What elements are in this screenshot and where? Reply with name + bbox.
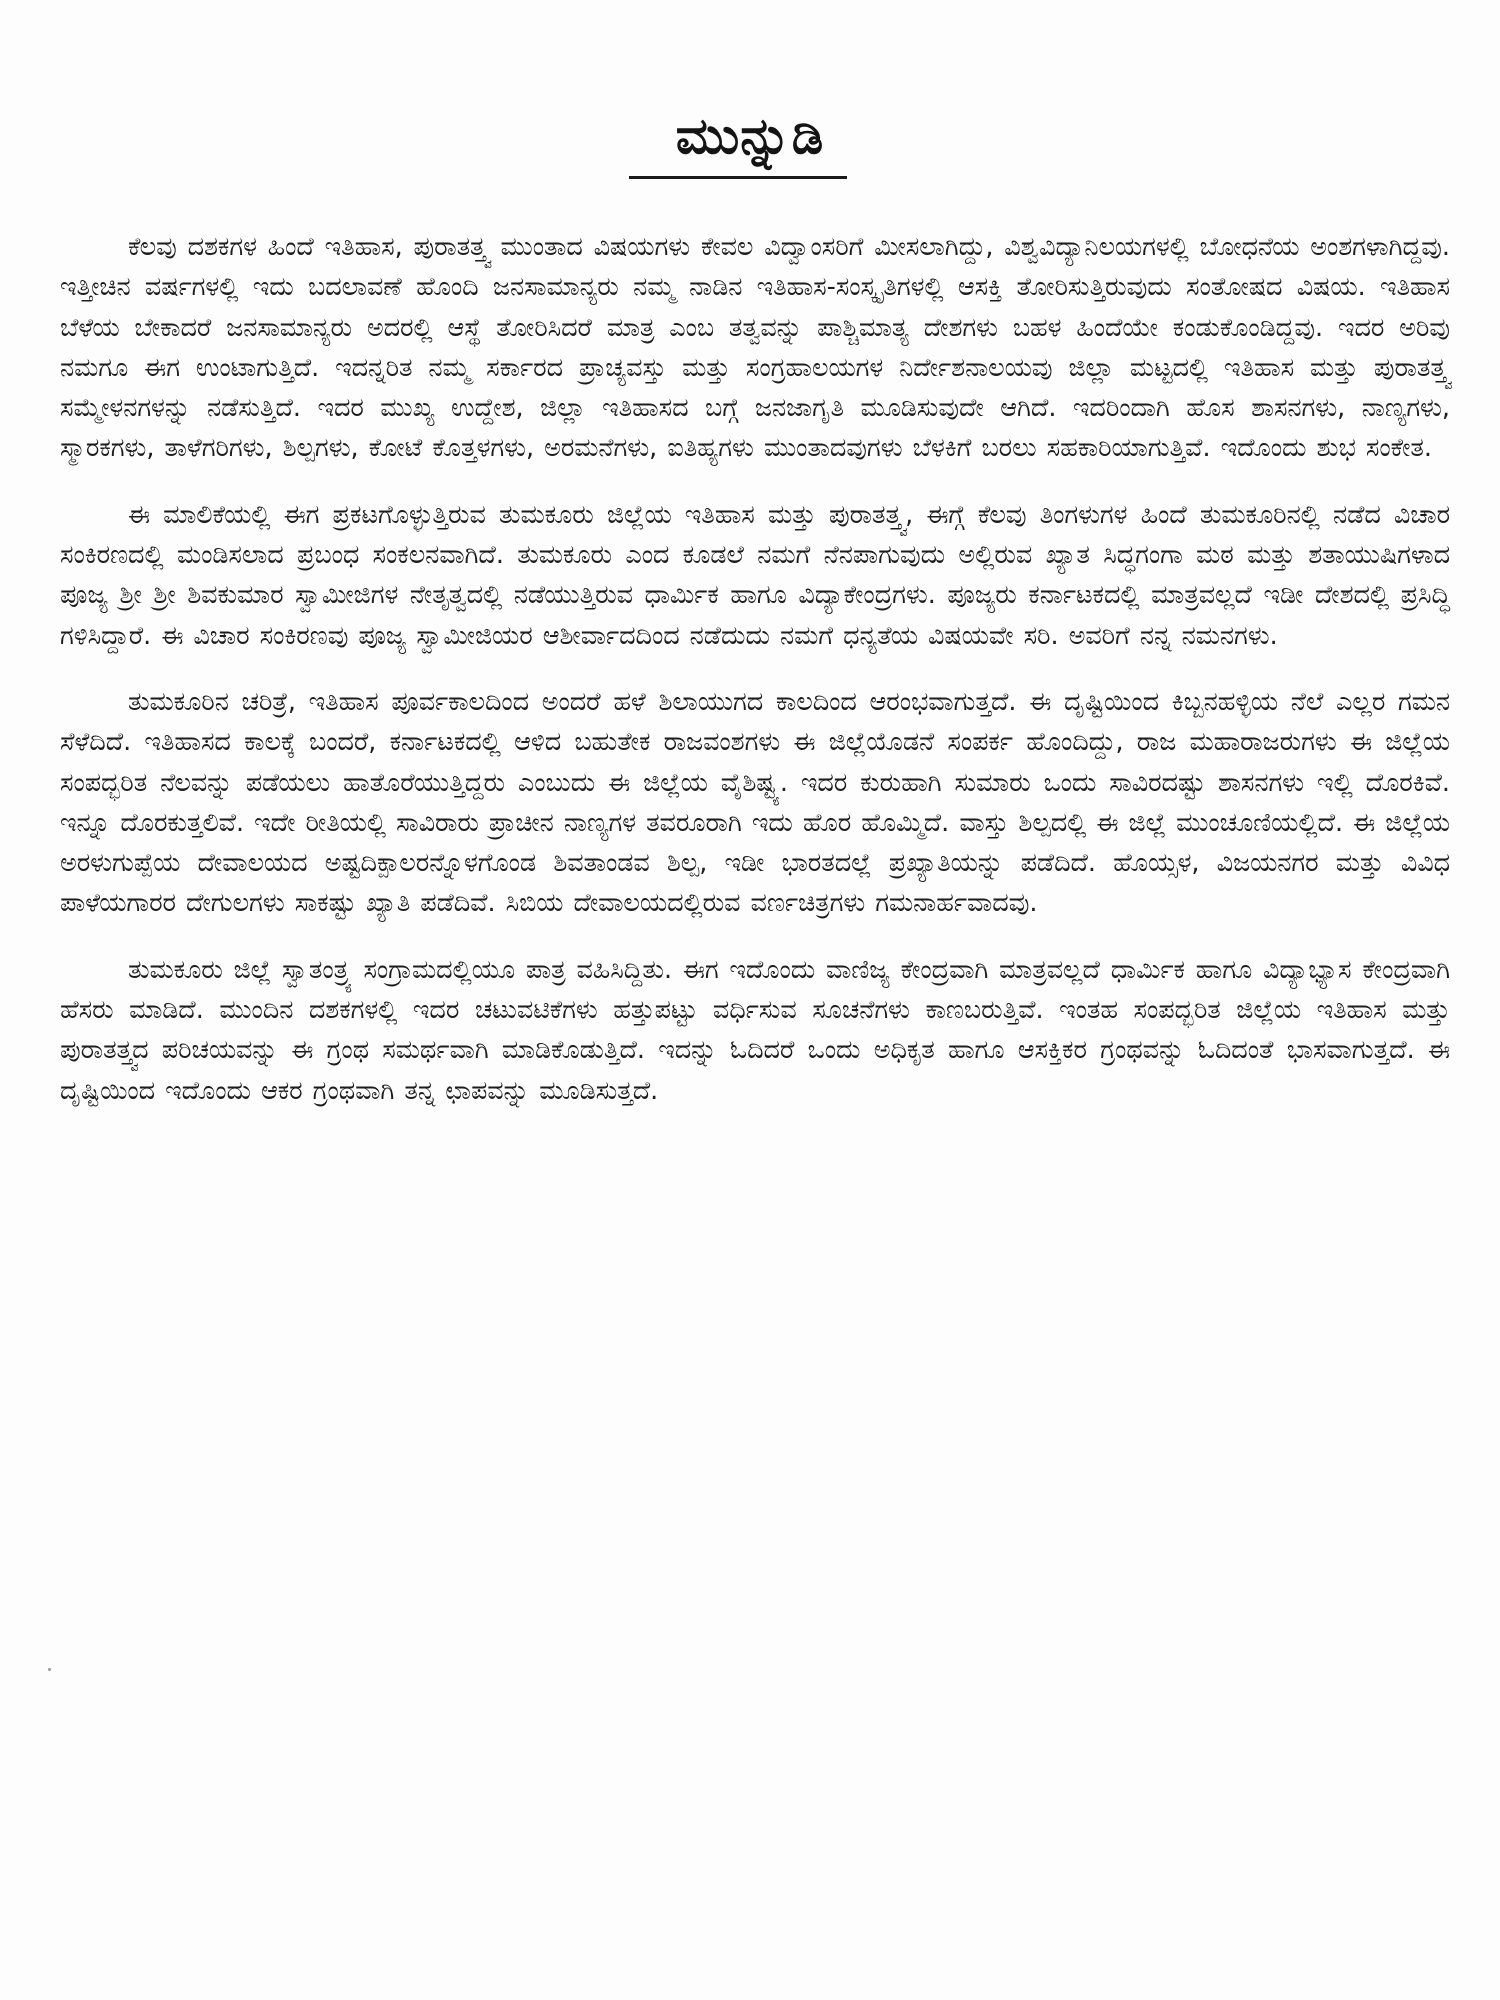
paragraph-1: ಕೆಲವು ದಶಕಗಳ ಹಿಂದೆ ಇತಿಹಾಸ, ಪುರಾತತ್ತ್ವ ಮುಂತಾದ ವಿಷಯಗಳು ಕೇವಲ ವಿದ್ವಾಂಸರಿಗೆ ಮೀಸಲಾಗಿದ್ದು, ವಿಶ್ವವಿದ್ಯಾನಿಲಯಗಳಲ್ಲಿ ಬೋಧನೆಯ ಅಂಶಗಳಾಗಿದ್ದವು. ಇತ್ತೀಚಿನ ವರ್ಷಗಳಲ್ಲಿ ಇದು ಬದಲಾವಣೆ ಹೊಂದಿ ಜನಸಾಮಾನ್ಯರು ನಮ್ಮ ನಾಡಿನ ಇತಿಹಾಸ-ಸಂಸ್ಕೃತಿಗಳಲ್ಲಿ ಆಸಕ್ತಿ ತೋರಿಸುತ್ತಿರುವುದು ಸಂತೋಷದ ವಿಷಯ. ಇತಿಹಾಸ ಬೆಳೆಯ ಬೇಕಾದರೆ ಜನಸಾಮಾನ್ಯರು ಅದರಲ್ಲಿ ಆಸ್ಥೆ ತೋರಿಸಿದರೆ ಮಾತ್ರ ಎಂಬ ತತ್ವವನ್ನು ಪಾಶ್ಚಿಮಾತ್ಯ ದೇಶಗಳು ಬಹಳ ಹಿಂದೆಯೇ ಕಂಡುಕೊಂಡಿದ್ದವು. ಇದರ ಅರಿವು ನಮಗೂ ಈಗ ಉಂಟಾಗುತ್ತಿದೆ. ಇದನ್ನರಿತ ನಮ್ಮ ಸರ್ಕಾರದ ಪ್ರಾಚ್ಯವಸ್ತು ಮತ್ತು ಸಂಗ್ರಹಾಲಯಗಳ ನಿರ್ದೇಶನಾಲಯವು ಜಿಲ್ಲಾ ಮಟ್ಟದಲ್ಲಿ ಇತಿಹಾಸ ಮತ್ತು ಪುರಾತತ್ತ್ವ ಸಮ್ಮೇಳನಗಳನ್ನು ನಡೆಸುತ್ತಿದೆ. ಇದರ ಮುಖ್ಯ ಉದ್ದೇಶ, ಜಿಲ್ಲಾ ಇತಿಹಾಸದ ಬಗ್ಗೆ ಜನಜಾಗೃತಿ ಮೂಡಿಸುವುದೇ ಆಗಿದೆ. ಇದರಿಂದಾಗಿ ಹೊಸ ಶಾಸನಗಳು, ನಾಣ್ಯಗಳು, ಸ್ಮಾರಕಗಳು, ತಾಳೆಗರಿಗಳು, ಶಿಲ್ಪಗಳು, ಕೋಟೆ ಕೊತ್ತಳಗಳು, ಅರಮನೆಗಳು, ಐತಿಹ್ಯಗಳು ಮುಂತಾದವುಗಳು ಬೆಳಕಿಗೆ ಬರಲು ಸಹಕಾರಿಯಾಗುತ್ತಿವೆ. ಇದೊಂದು ಶುಭ ಸಂಕೇತ. xyxy=(60,231,1450,463)
paragraph-2: ಈ ಮಾಲಿಕೆಯಲ್ಲಿ ಈಗ ಪ್ರಕಟಗೊಳ್ಳುತ್ತಿರುವ ತುಮಕೂರು ಜಿಲ್ಲೆಯ ಇತಿಹಾಸ ಮತ್ತು ಪುರಾತತ್ತ್ವ, ಈಗ್ಗೆ ಕೆಲವು ತಿಂಗಳುಗಳ ಹಿಂದೆ ತುಮಕೂರಿನಲ್ಲಿ ನಡೆದ ವಿಚಾರ ಸಂಕಿರಣದಲ್ಲಿ ಮಂಡಿಸಲಾದ ಪ್ರಬಂಧ ಸಂಕಲನವಾಗಿದೆ. ತುಮಕೂರು ಎಂದ ಕೂಡಲೆ ನಮಗೆ ನೆನಪಾಗುವುದು ಅಲ್ಲಿರುವ ಖ್ಯಾತ ಸಿದ್ಧಗಂಗಾ ಮಠ ಮತ್ತು ಶತಾಯುಷಿಗಳಾದ ಪೂಜ್ಯ ಶ್ರೀ ಶ್ರೀ ಶಿವಕುಮಾರ ಸ್ವಾಮೀಜಿಗಳ ನೇತೃತ್ವದಲ್ಲಿ ನಡೆಯುತ್ತಿರುವ ಧಾರ್ಮಿಕ ಹಾಗೂ ವಿದ್ಯಾಕೇಂದ್ರಗಳು. ಪೂಜ್ಯರು ಕರ್ನಾಟಕದಲ್ಲಿ ಮಾತ್ರವಲ್ಲದೆ ಇಡೀ ದೇಶದಲ್ಲಿ ಪ್ರಸಿದ್ಧಿ ಗಳಿಸಿದ್ದಾರೆ. ಈ ವಿಚಾರ ಸಂಕಿರಣವು ಪೂಜ್ಯ ಸ್ವಾಮೀಜಿಯರ ಆಶೀರ್ವಾದದಿಂದ ನಡೆದುದು ನಮಗೆ ಧನ್ಯತೆಯ ವಿಷಯವೇ ಸರಿ. ಅವರಿಗೆ ನನ್ನ ನಮನಗಳು. xyxy=(60,498,1450,650)
title-underline xyxy=(629,176,847,179)
paragraph-3: ತುಮಕೂರಿನ ಚರಿತ್ರೆ, ಇತಿಹಾಸ ಪೂರ್ವಕಾಲದಿಂದ ಅಂದರೆ ಹಳೆ ಶಿಲಾಯುಗದ ಕಾಲದಿಂದ ಆರಂಭವಾಗುತ್ತದೆ. ಈ ದೃಷ್ಟಿಯಿಂದ ಕಿಬ್ಬನಹಳ್ಳಿಯ ನೆಲೆ ಎಲ್ಲರ ಗಮನ ಸೆಳೆದಿದೆ. ಇತಿಹಾಸದ ಕಾಲಕ್ಕೆ ಬಂದರೆ, ಕರ್ನಾಟಕದಲ್ಲಿ ಆಳಿದ ಬಹುತೇಕ ರಾಜವಂಶಗಳು ಈ ಜಿಲ್ಲೆಯೊಡನೆ ಸಂಪರ್ಕ ಹೊಂದಿದ್ದು, ರಾಜ ಮಹಾರಾಜರುಗಳು ಈ ಜಿಲ್ಲೆಯ ಸಂಪದ್ಭರಿತ ನೆಲವನ್ನು ಪಡೆಯಲು ಹಾತೊರೆಯುತ್ತಿದ್ದರು ಎಂಬುದು ಈ ಜಿಲ್ಲೆಯ ವೈಶಿಷ್ಟ್ಯ. ಇದರ ಕುರುಹಾಗಿ ಸುಮಾರು ಒಂದು ಸಾವಿರದಷ್ಟು ಶಾಸನಗಳು ಇಲ್ಲಿ ದೊರಕಿವೆ. ಇನ್ನೂ ದೊರಕುತ್ತಲಿವೆ. ಇದೇ ರೀತಿಯಲ್ಲಿ ಸಾವಿರಾರು ಪ್ರಾಚೀನ ನಾಣ್ಯಗಳ ತವರೂರಾಗಿ ಇದು ಹೊರ ಹೊಮ್ಮಿದೆ. ವಾಸ್ತು ಶಿಲ್ಪದಲ್ಲಿ ಈ ಜಿಲ್ಲೆ ಮುಂಚೂಣಿಯಲ್ಲಿದೆ. ಈ ಜಿಲ್ಲೆಯ ಅರಳುಗುಪ್ಪೆಯ ದೇವಾಲಯದ ಅಷ್ಟದಿಕ್ಪಾಲರನ್ನೊಳಗೊಂಡ ಶಿವತಾಂಡವ ಶಿಲ್ಪ, ಇಡೀ ಭಾರತದಲ್ಲೆ ಪ್ರಖ್ಯಾತಿಯನ್ನು ಪಡೆದಿದೆ. ಹೊಯ್ಸಳ, ವಿಜಯನಗರ ಮತ್ತು ವಿವಿಧ ಪಾಳೆಯಗಾರರ ದೇಗುಲಗಳು ಸಾಕಷ್ಟು ಖ್ಯಾತಿ ಪಡೆದಿವೆ. ಸಿಬಿಯ ದೇವಾಲಯದಲ್ಲಿರುವ ವರ್ಣಚಿತ್ರಗಳು ಗಮನಾರ್ಹವಾದವು. xyxy=(60,685,1450,918)
scan-speck xyxy=(48,1668,51,1671)
heading-area xyxy=(0,104,1500,168)
paragraph-4: ತುಮಕೂರು ಜಿಲ್ಲೆ ಸ್ವಾತಂತ್ರ್ಯ ಸಂಗ್ರಾಮದಲ್ಲಿಯೂ ಪಾತ್ರ ವಹಿಸಿದ್ದಿತು. ಈಗ ಇದೊಂದು ವಾಣಿಜ್ಯ ಕೇಂದ್ರವಾಗಿ ಮಾತ್ರವಲ್ಲದೆ ಧಾರ್ಮಿಕ ಹಾಗೂ ವಿದ್ಯಾಭ್ಯಾಸ ಕೇಂದ್ರವಾಗಿ ಹೆಸರು ಮಾಡಿದೆ. ಮುಂದಿನ ದಶಕಗಳಲ್ಲಿ ಇದರ ಚಟುವಟಿಕೆಗಳು ಹತ್ತುಪಟ್ಟು ವರ್ಧಿಸುವ ಸೂಚನೆಗಳು ಕಾಣಬರುತ್ತಿವೆ. ಇಂತಹ ಸಂಪದ್ಭರಿತ ಜಿಲ್ಲೆಯ ಇತಿಹಾಸ ಮತ್ತು ಪುರಾತತ್ತ್ವದ ಪರಿಚಯವನ್ನು ಈ ಗ್ರಂಥ ಸಮರ್ಥವಾಗಿ ಮಾಡಿಕೊಡುತ್ತಿದೆ. ಇದನ್ನು ಓದಿದರೆ ಒಂದು ಅಧಿಕೃತ ಹಾಗೂ ಆಸಕ್ತಿಕರ ಗ್ರಂಥವನ್ನು ಓದಿದಂತೆ ಭಾಸವಾಗುತ್ತದೆ. ಈ ದೃಷ್ಟಿಯಿಂದ ಇದೊಂದು ಆಕರ ಗ್ರಂಥವಾಗಿ ತನ್ನ ಛಾಪವನ್ನು ಮೂಡಿಸುತ್ತದೆ. xyxy=(60,953,1450,1105)
body-text xyxy=(60,226,1450,1136)
page-title: ಮುನ್ನುಡಿ xyxy=(675,107,825,165)
